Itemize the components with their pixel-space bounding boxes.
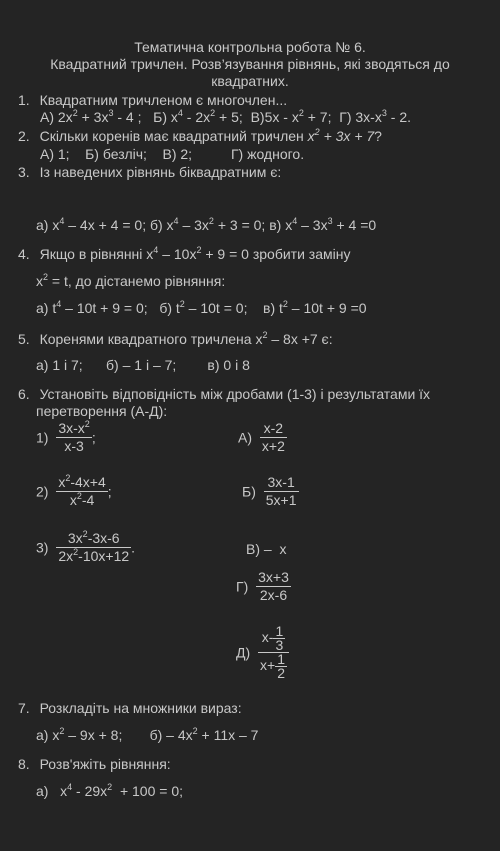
q6-item-1: 1) $\frac{3x-x^2}{x-3}$ ; [36, 419, 96, 454]
q2-options: А) 1; Б) безліч; В) 2; Г) жодного. [40, 146, 305, 162]
q7-options: а) $x^2 - 9x + 8$; $б) - 4x^2 + 11x - 7$ [36, 726, 259, 743]
q8-equation: а) $x^4 - 29x^2 + 100 = 0$; [36, 782, 184, 799]
q6-answer-b: Б) $\frac{3x-1}{5x+1}$ [242, 474, 297, 508]
question-3: 3. Із наведених рівнянь біквадратним є: [18, 164, 282, 180]
q4-options: а) $t^4 - 10t + 9 = 0$; б) $t^2 - 10t = 0$; в) $t^2 - 10t + 9 =0$ [36, 299, 367, 316]
q5-options: а) 1 і 7; б) – 1 і – 7; в) 0 і 8 [36, 357, 250, 373]
q6-item-3: 3) $\frac{3x^2-3x-6}{2x^2-10x+12}$ . [36, 529, 136, 564]
question-8: 8. Розв'яжіть рівняння: [18, 756, 171, 772]
title: Тематична контрольна робота № 6. [134, 39, 366, 55]
q6-answer-a: А) $\frac{x-2}{x+2}$ [238, 420, 285, 454]
question-4: 4. Якщо в рівнянні $x^4 - 10x^2 + 9 = 0$ зробити заміну [18, 245, 351, 262]
q1-number: 1. [18, 92, 30, 108]
q6-text-cont: перетворення (А-Д): [36, 403, 168, 419]
question-2: 2. Скільки коренів має квадратний тричлен $x^2 + 3x + 7$? [18, 127, 382, 144]
question-1 [18, 92, 287, 108]
q4-line2: $x^2 = t$, до дістанемо рівняння: [36, 272, 226, 289]
question-5: 5. Коренями квадратного тричлена $x^2 - 8x +7$ є: [18, 330, 333, 347]
q1-text: Квадратним тричленом є многочлен... [39, 92, 288, 108]
question-6: 6. Установіть відповідність між дробами (1-3) і результатами їх [18, 386, 431, 402]
subtitle: Квадратний тричлен. Розв’язування рівнянь, які зводяться до [50, 56, 450, 72]
q6-answer-g: Г) $\frac{3x+3}{2x-6}$ [236, 569, 289, 603]
q1-options: А) $2x^2 + 3x^3 - 4$ ; Б) $x^4 - 2x^2 + 5$; $В)5x - x^2 + 7$; Г) $3x-x^3 - 2$. [40, 108, 411, 125]
subtitle-cont: квадратних. [211, 73, 289, 89]
q3-options: а) $x^4 - 4x + 4 = 0$; б) $x^4 - 3x^2 + 3 = 0$; в) $x^4 - 3x^3 + 4 =0$ [36, 216, 377, 233]
q6-item-2: 2) $\frac{x^2-4x+4}{x^2-4}$ ; [36, 473, 112, 508]
q6-answer-d: Д) x- $\frac{1}{3}$ x+ $\frac{1}{2}$ [236, 625, 289, 680]
q6-answer-v: В) – x [246, 541, 287, 557]
question-7: 7. Розкладіть на множники вираз: [18, 700, 242, 716]
